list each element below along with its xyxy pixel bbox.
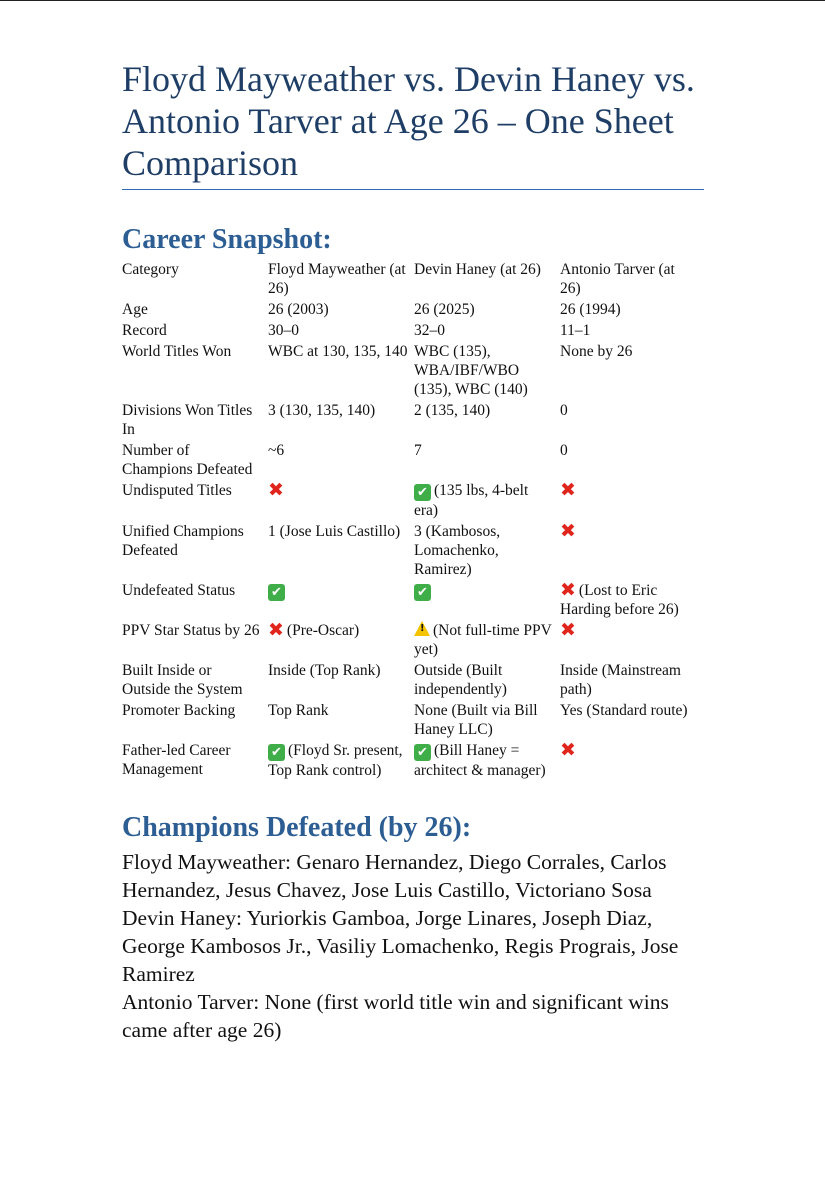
cell-haney [414,481,560,522]
cell-text: 30–0 [268,322,299,339]
champions-defeated-floyd: Floyd Mayweather: Genaro Hernandez, Diego Corrales, Carlos Hernandez, Jesus Chavez, Jose Luis Castillo, Victoriano Sosa [122,850,667,902]
cell-text: 26 (1994) [560,301,621,318]
cell-text: Inside (Mainstream path) [560,662,681,698]
cell-haney [414,441,560,481]
cell-tarver [560,481,696,522]
row-category: Undefeated Status [122,582,236,599]
check-mark-icon: ✔ [268,744,285,761]
cell-text: (135 lbs, 4-belt era) [414,482,529,519]
cell-haney [414,321,560,342]
cell-floyd [268,621,414,661]
cell-text: Top Rank [268,702,329,719]
cross-mark-icon: ✖ [560,479,576,501]
table-row [122,621,696,661]
cell-text: 26 (2025) [414,301,475,318]
cell-text: None (Built via Bill Haney LLC) [414,702,538,738]
cell-floyd [268,741,414,782]
cross-mark-icon: ✖ [560,739,576,761]
cell-tarver [560,621,696,661]
cell-text: 11–1 [560,322,591,339]
column-header-tarver: Antonio Tarver (at 26) [560,261,675,297]
cross-mark-icon: ✖ [560,520,576,542]
document-page [122,58,704,1044]
cell-haney [414,581,560,621]
table-row [122,300,696,321]
row-category: Unified Champions Defeated [122,523,244,559]
row-category: World Titles Won [122,343,232,360]
row-category: Divisions Won Titles In [122,402,253,438]
table-row [122,481,696,522]
table-row [122,522,696,581]
comparison-table [122,260,696,782]
check-mark-icon: ✔ [414,484,431,501]
cross-mark-icon: ✖ [560,619,576,641]
cell-text: (Pre-Oscar) [286,622,360,639]
comparison-table-body [122,300,696,782]
cell-text: (Not full-time PPV yet) [414,622,552,658]
cell-text: 2 (135, 140) [414,402,491,419]
cross-mark-icon: ✖ [268,619,284,641]
table-row [122,661,696,701]
cell-floyd [268,481,414,522]
cell-tarver [560,300,696,321]
column-header-haney: Devin Haney (at 26) [414,261,541,278]
cell-floyd [268,701,414,741]
column-header-category: Category [122,261,179,278]
cell-text: (Bill Haney = architect & manager) [414,742,546,779]
cell-haney [414,621,560,661]
table-row [122,441,696,481]
cell-tarver [560,522,696,581]
cell-haney [414,661,560,701]
cell-tarver [560,661,696,701]
cell-tarver [560,741,696,782]
row-category: Father-led Career Management [122,742,231,778]
table-row [122,741,696,782]
cell-floyd [268,441,414,481]
cell-tarver [560,321,696,342]
cell-text: 3 (Kambosos, Lomachenko, Ramirez) [414,523,501,578]
cell-text: Outside (Built independently) [414,662,507,698]
cell-haney [414,401,560,441]
cell-haney [414,300,560,321]
check-mark-icon: ✔ [414,584,431,601]
cell-text: None by 26 [560,343,633,360]
row-category: PPV Star Status by 26 [122,622,260,639]
cell-floyd [268,342,414,401]
table-row [122,342,696,401]
table-row [122,701,696,741]
cell-text: ~6 [268,442,285,459]
cell-haney [414,522,560,581]
cell-floyd [268,522,414,581]
cell-text: 0 [560,442,568,459]
row-category: Age [122,301,148,318]
champions-defeated-list [122,848,704,1044]
cell-haney [414,342,560,401]
cell-text: 1 (Jose Luis Castillo) [268,523,401,540]
cell-floyd [268,300,414,321]
cell-text: WBC at 130, 135, 140 [268,343,408,360]
cell-text: 3 (130, 135, 140) [268,402,376,419]
row-category: Built Inside or Outside the System [122,662,243,698]
champions-defeated-heading: Champions Defeated (by 26): [122,812,472,843]
career-snapshot-heading: Career Snapshot: [122,224,332,255]
table-header-row [122,260,696,300]
column-header-floyd: Floyd Mayweather (at 26) [268,261,406,297]
cell-floyd [268,401,414,441]
cell-text: 7 [414,442,422,459]
cell-floyd [268,661,414,701]
cross-mark-icon: ✖ [268,479,284,501]
champions-defeated-haney: Devin Haney: Yuriorkis Gamboa, Jorge Linares, Joseph Diaz, George Kambosos Jr., Vasiliy Lomachenko, Regis Prograis, Jose Ramirez [122,906,679,986]
table-row [122,321,696,342]
cell-text: (Lost to Eric Harding before 26) [560,582,679,618]
row-category: Record [122,322,167,339]
cell-tarver [560,342,696,401]
cell-haney [414,701,560,741]
document-title: Floyd Mayweather vs. Devin Haney vs. Antonio Tarver at Age 26 – One Sheet Comparison [122,58,704,190]
cross-mark-icon: ✖ [560,579,576,601]
cell-haney [414,741,560,782]
warning-icon: ! [414,621,430,636]
row-category: Number of Champions Defeated [122,442,253,478]
cell-text: WBC (135), WBA/IBF/WBO (135), WBC (140) [414,343,528,398]
check-mark-icon: ✔ [414,744,431,761]
top-border-line [0,0,825,1]
cell-text: 0 [560,402,568,419]
cell-text: 32–0 [414,322,445,339]
check-mark-icon: ✔ [268,584,285,601]
cell-tarver [560,581,696,621]
cell-tarver [560,401,696,441]
cell-tarver [560,441,696,481]
table-row [122,581,696,621]
table-row [122,401,696,441]
cell-floyd [268,581,414,621]
row-category: Undisputed Titles [122,482,232,499]
champions-defeated-tarver: Antonio Tarver: None (first world title win and significant wins came after age 26) [122,990,669,1042]
cell-text: Inside (Top Rank) [268,662,381,679]
cell-floyd [268,321,414,342]
cell-text: 26 (2003) [268,301,329,318]
row-category: Promoter Backing [122,702,236,719]
cell-text: Yes (Standard route) [560,702,688,719]
cell-text: (Floyd Sr. present, Top Rank control) [268,742,403,779]
cell-tarver [560,701,696,741]
